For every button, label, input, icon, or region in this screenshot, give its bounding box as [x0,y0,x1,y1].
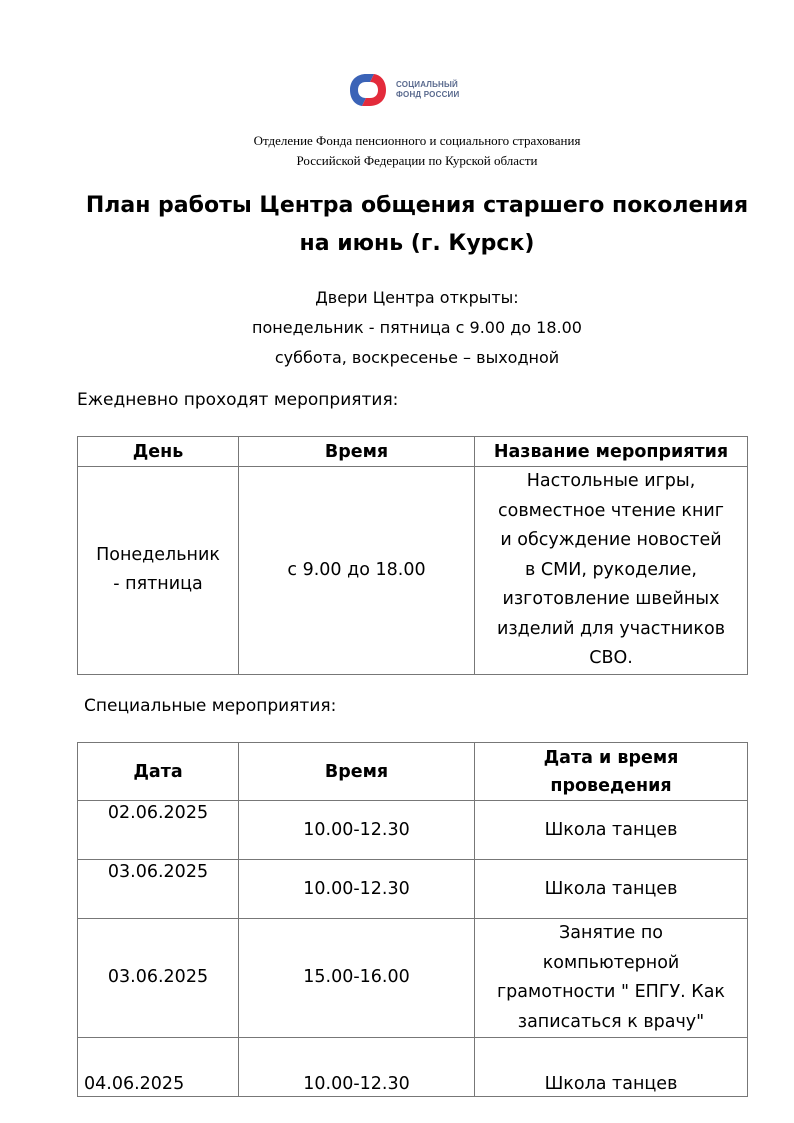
activity-line: СВО. [589,648,633,668]
title-line2: на июнь (г. Курск) [299,231,535,256]
day-line2: - пятница [113,574,203,595]
activity-cell [475,467,748,675]
organization-name [0,131,794,171]
date-cell: 02.06.2025 [78,801,239,860]
activity-line: в СМИ, рукоделие, [525,559,697,580]
event-line: Занятие по [559,923,663,943]
special-section-label: Специальные мероприятия: [84,696,337,716]
header-time: Время [239,437,475,467]
header-event [475,743,748,801]
time-cell: 10.00-12.30 [239,1038,475,1097]
table-row [78,860,748,919]
event-line: компьютерной [542,952,680,973]
table-row [78,1038,748,1097]
page-title [0,187,794,263]
logo-line1: СОЦИАЛЬНЫЙ [396,80,458,89]
special-events-table [77,742,748,1097]
social-fund-logo-icon [344,70,392,110]
hours-line3: суббота, воскресенье – выходной [274,348,560,367]
event-cell: Школа танцев [475,860,748,919]
activity-line: совместное чтение книг [498,500,724,521]
hours-line2: понедельник - пятница с 9.00 до 18.00 [252,318,582,337]
header-event-line2: проведения [550,775,672,796]
event-cell: Школа танцев [475,801,748,860]
title-line1: План работы Центра общения старшего поколения [85,193,749,218]
date-cell: 03.06.2025 [78,919,239,1038]
day-cell [78,467,239,675]
activity-line: и обсуждение новостей [500,530,722,550]
org-line1: Отделение Фонда пенсионного и социального страхования [253,133,581,148]
opening-hours [0,283,794,373]
time-cell: 15.00-16.00 [239,919,475,1038]
time-cell: с 9.00 до 18.00 [239,467,475,675]
logo-line2: ФОНД РОССИИ [396,90,460,99]
event-line: записаться к врачу" [517,1011,705,1032]
table-row [78,801,748,860]
event-line: грамотности " ЕПГУ. Как [496,982,726,1002]
header-event-line1: Дата и время [543,747,679,768]
activity-line: изготовление швейных [502,589,720,609]
event-cell [475,919,748,1038]
time-cell: 10.00-12.30 [239,801,475,860]
daily-events-table [77,436,748,675]
date-cell: 03.06.2025 [78,860,239,919]
logo [344,70,459,110]
header-time: Время [239,743,475,801]
daily-section-label: Ежедневно проходят мероприятия: [77,390,399,410]
activity-line: изделий для участников [496,618,726,639]
time-cell: 10.00-12.30 [239,860,475,919]
table-row [78,467,748,675]
table-row [78,919,748,1038]
header-date: Дата [78,743,239,801]
header-activity: Название мероприятия [475,437,748,467]
header-day: День [78,437,239,467]
event-cell: Школа танцев [475,1038,748,1097]
hours-line1: Двери Центра открыты: [315,288,519,307]
table-header-row [78,743,748,801]
org-line2: Российской Федерации по Курской области [296,153,538,168]
date-cell: 04.06.2025 [78,1038,239,1097]
day-line1: Понедельник [96,544,220,565]
table-header-row [78,437,748,467]
activity-line: Настольные игры, [526,471,696,491]
